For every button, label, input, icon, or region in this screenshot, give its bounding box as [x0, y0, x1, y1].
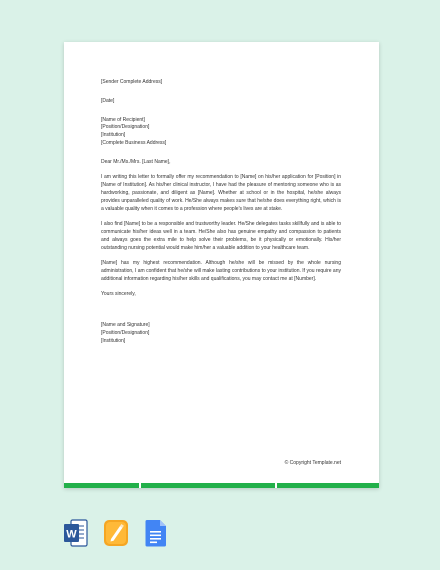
signature-name: [Name and Signature] — [101, 322, 150, 329]
recipient-name: [Name of Recipient] — [101, 116, 145, 123]
signature-position: [Position/Designation] — [101, 329, 150, 336]
letter-body — [101, 79, 341, 346]
recipient-institution: [Institution] — [101, 132, 126, 139]
sender-address: [Sender Complete Address] — [101, 79, 163, 85]
letter-date: [Date] — [101, 97, 115, 104]
accent-bar — [64, 483, 379, 488]
accent-bar-segment — [64, 483, 139, 488]
salutation: Dear Mr./Ms./Mrs. [Last Name], — [101, 158, 171, 165]
accent-bar-segment — [277, 483, 379, 488]
paragraph-2: I also find [Name] to be a responsible and trustworthy leader. He/She delegates tasks skillfully and is able to communicate his/her ideas well in a team. He/She also has genuine empathy and compassion to patients and always goes the extra mile to help solve their problems, be it physically or emotionally. His/her outstanding nursing potential would make him/her a valuable addition to your healthcare team. — [101, 221, 341, 251]
accent-bar-segment — [141, 483, 275, 488]
recipient-address: [Complete Business Address] — [101, 139, 167, 146]
svg-text:W: W — [66, 528, 77, 541]
google-docs-icon[interactable] — [143, 518, 169, 548]
paragraph-3: [Name] has my highest recommendation. Although he/she will be missed by the whole nursing administration, I am confident that he/she will make lasting contributions to your institution. If you require any additional information regarding his/her skills and qualifications, you may contact me at [Number]. — [101, 260, 341, 282]
document-preview — [64, 42, 379, 488]
pages-icon[interactable] — [103, 518, 129, 548]
word-icon[interactable] — [63, 518, 89, 548]
format-icons — [63, 518, 169, 548]
copyright-notice: © Copyright Template.net — [284, 460, 341, 466]
closing: Yours sincerely, — [101, 291, 136, 298]
signature-institution: [Institution] — [101, 337, 126, 344]
recipient-position: [Position/Designation] — [101, 124, 150, 131]
paragraph-1: I am writing this letter to formally offer my recommendation to [Name] on his/her application for [Position] in [Name of Institution]. As his/her clinical instructor, I have had the pleasure of mentoring someone who is as hardworking, passionate, and diligent as [Name]. Whether at school or in the hospital, he/she always provides unparalleled quality of work. He/She always makes sure that he/she does everything right, which is a valuable quality when it comes to a profession where people's lives are at stake. — [101, 174, 341, 212]
